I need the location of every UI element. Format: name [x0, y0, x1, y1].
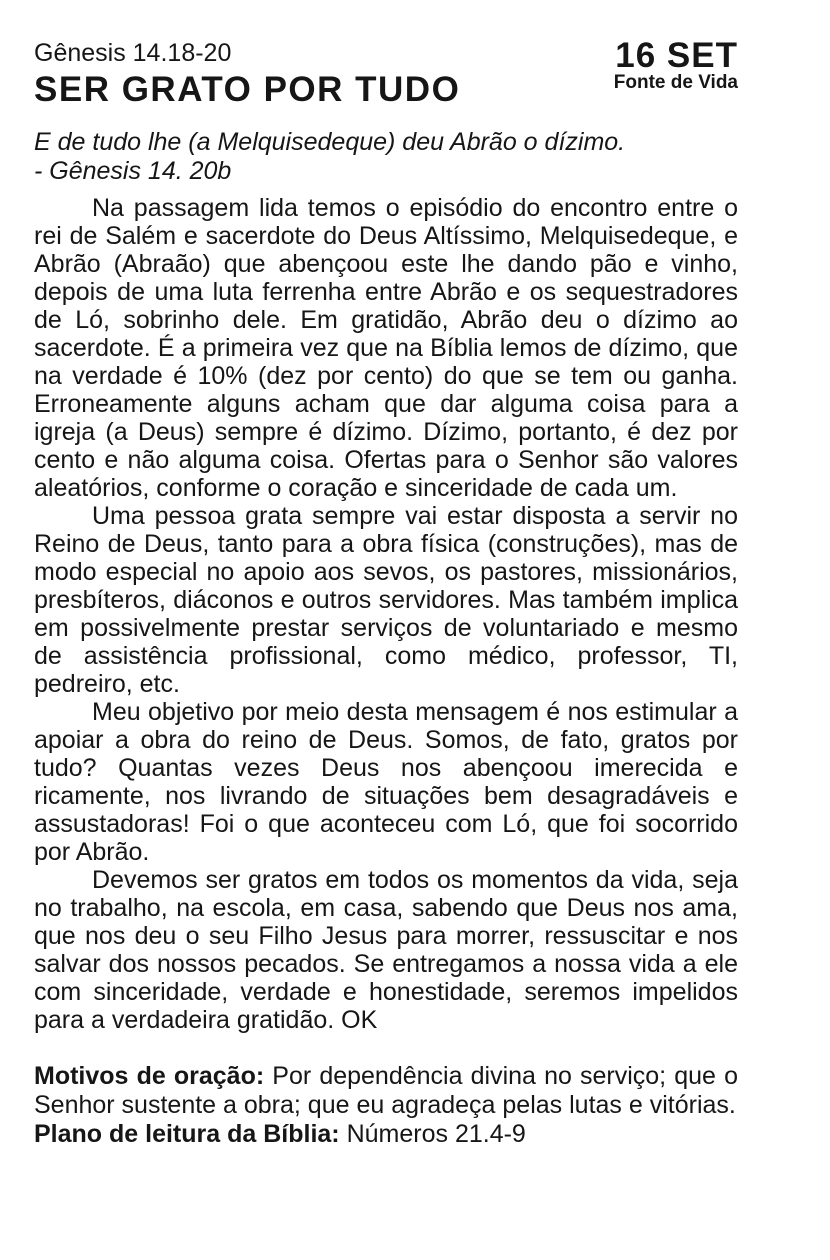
reading-plan-text: Números 21.4-9: [346, 1120, 526, 1148]
body-paragraph: Devemos ser gratos em todos os momentos da vida, seja no trabalho, na escola, em casa, sabendo que Deus nos ama, que nos deu o seu Filho Jesus para morrer, ressuscitar e nos salvar dos nossos pecados. Se entregamos a nossa vida a ele com sinceridade, verdade e honestidade, seremos impelidos para a verdadeira gratidão. OK: [34, 866, 738, 1034]
verse-text: E de tudo lhe (a Melquisedeque) deu Abrão o dízimo.: [34, 128, 626, 156]
header-right: [614, 38, 738, 93]
publication-name: Fonte de Vida: [613, 72, 738, 93]
devotional-date: 16 SET: [615, 36, 738, 75]
body-paragraph: Uma pessoa grata sempre vai estar disposta a servir no Reino de Deus, tanto para a obra física (construções), mas de modo especial no apoio aos sevos, os pastores, missionários, presbíteros, diáconos e outros servidores. Mas também implica em possivelmente prestar serviços de voluntariado e mesmo de assistência profissional, como médico, professor, TI, pedreiro, etc.: [34, 502, 738, 698]
prayer-motives-label: Motivos de oração:: [34, 1062, 265, 1090]
reading-plan-label: Plano de leitura da Bíblia:: [34, 1120, 340, 1148]
prayer-motives-text: Por dependência divina no serviço; que o Senhor sustente a obra; que eu agradeça pelas lutas e vitórias.: [34, 1062, 738, 1119]
page-title: SER GRATO POR TUDO: [34, 70, 461, 109]
footer-notes: [34, 1062, 738, 1149]
reading-plan-line: [34, 1120, 738, 1149]
verse-reference: - Gênesis 14. 20b: [34, 157, 232, 185]
page-header: [34, 38, 738, 108]
body-paragraph: Na passagem lida temos o episódio do encontro entre o rei de Salém e sacerdote do Deus Altíssimo, Melquisedeque, e Abrão (Abraão) que abençoou este lhe dando pão e vinho, depois de uma luta ferrenha entre Abrão e os sequestradores de Ló, sobrinho dele. Em gratidão, Abrão deu o dízimo ao sacerdote. É a primeira vez que na Bíblia lemos de dízimo, que na verdade é 10% (dez por cento) do que se tem ou ganha. Erroneamente alguns acham que dar alguma coisa para a igreja (a Deus) sempre é dízimo. Dízimo, portanto, é dez por cento e não alguma coisa. Ofertas para o Senhor são valores aleatórios, conforme o coração e sinceridade de cada um.: [34, 194, 738, 502]
header-left: [34, 38, 460, 108]
body-paragraph: Meu objetivo por meio desta mensagem é nos estimular a apoiar a obra do reino de Deus. Somos, de fato, gratos por tudo? Quantas vezes Deus nos abençoou imerecida e ricamente, nos livrando de situações bem desagradáveis e assustadoras! Foi o que aconteceu com Ló, que foi socorrido por Abrão.: [34, 698, 738, 866]
prayer-motives-line: [34, 1062, 738, 1120]
verse-epigraph: [34, 128, 738, 186]
scripture-reference: Gênesis 14.18-20: [34, 39, 232, 67]
devotional-body: [34, 194, 738, 1034]
